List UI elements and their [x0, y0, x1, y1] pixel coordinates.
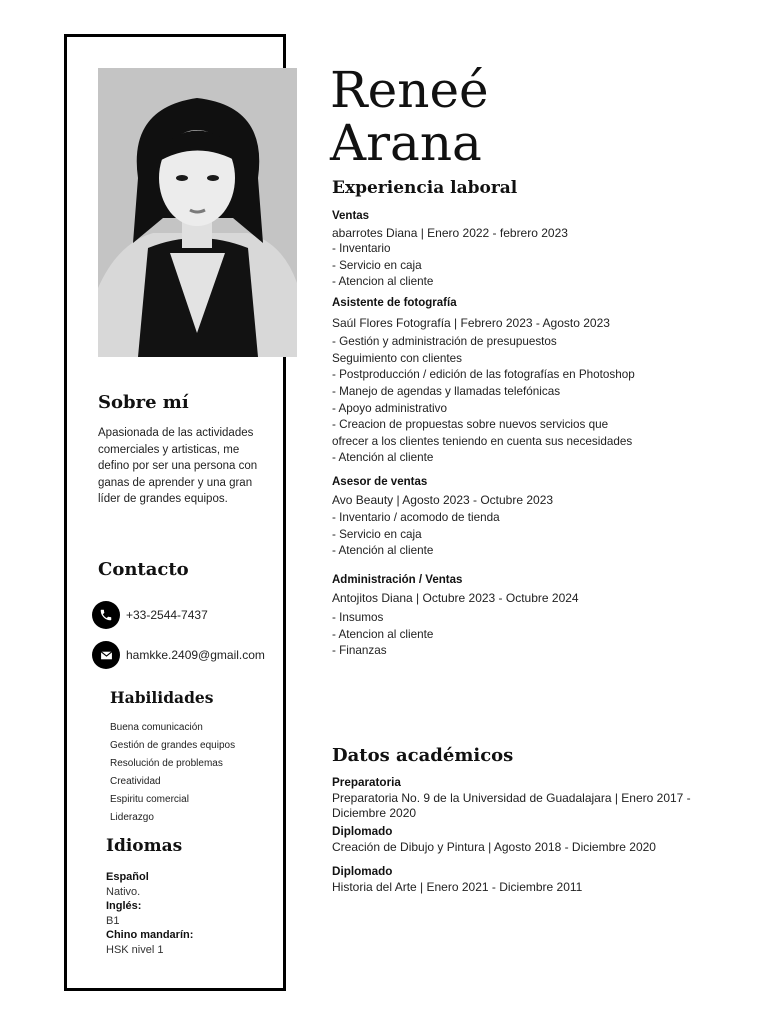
email-address: hamkke.2409@gmail.com [126, 648, 265, 662]
job-tasks [332, 510, 553, 560]
skill-item: Gestión de grandes equipos [110, 740, 236, 751]
job-task: - Postproducción / edición de las fotografías en Photoshop [332, 368, 635, 382]
skills-list [110, 720, 235, 828]
job-task: - Inventario / acomodo de tienda [332, 511, 500, 525]
skill-item: Espiritu comercial [110, 794, 189, 805]
languages-title: Idiomas [106, 836, 183, 856]
job-tasks [332, 334, 635, 467]
job-entry [332, 295, 635, 467]
academic-degree: Preparatoria [332, 776, 401, 789]
job-place: abarrotes Diana | Enero 2022 - febrero 2023 [332, 225, 568, 240]
skills-title: Habilidades [110, 688, 214, 707]
job-role: Asesor de ventas [332, 476, 428, 488]
job-task: - Servicio en caja [332, 258, 422, 272]
person-name [330, 61, 489, 172]
job-task: - Gestión y administración de presupuestos [332, 335, 557, 349]
phone-number: +33-2544-7437 [126, 608, 208, 622]
job-task: - Insumos [332, 611, 384, 625]
job-task: - Atención al cliente [332, 544, 434, 558]
academic-entry [332, 775, 722, 822]
language-name: Chino mandarín: [106, 929, 194, 942]
job-role: Asistente de fotografía [332, 297, 457, 309]
language-level: HSK nivel 1 [106, 943, 164, 956]
academic-degree: Diplomado [332, 865, 393, 878]
about-title: Sobre mí [98, 392, 189, 413]
job-tasks [332, 241, 568, 291]
language-level: B1 [106, 914, 120, 927]
academic-title: Datos académicos [332, 745, 514, 766]
academic-detail: Preparatoria No. 9 de la Universidad de Guadalajara | Enero 2017 - Diciembre 2020 [332, 790, 691, 820]
job-role: Ventas [332, 210, 370, 222]
skill-item: Creatividad [110, 776, 161, 787]
language-name: Inglés: [106, 900, 142, 913]
about-text: Apasionada de las actividades comerciales y artisticas, me defino por ser una persona con ganas de aprender y una gran líder de grandes equipos. [98, 427, 258, 505]
skill-item: Liderazgo [110, 812, 154, 823]
job-entry [332, 572, 579, 660]
contact-title: Contacto [98, 559, 189, 580]
experience-title: Experiencia laboral [332, 178, 518, 198]
last-name: Arana [330, 114, 482, 172]
job-task: - Finanzas [332, 644, 387, 658]
job-task: - Atención al cliente [332, 451, 434, 465]
job-task: ofrecer a los clientes teniendo en cuenta sus necesidades [332, 434, 633, 448]
job-place: Saúl Flores Fotografía | Febrero 2023 - Agosto 2023 [332, 315, 610, 330]
language-name: Español [106, 871, 149, 883]
language-level: Nativo. [106, 885, 141, 898]
phone-icon [92, 601, 120, 629]
job-role: Administración / Ventas [332, 574, 463, 586]
job-task: - Apoyo administrativo [332, 401, 447, 415]
envelope-icon [92, 641, 120, 669]
academic-entry [332, 864, 722, 895]
job-place: Antojitos Diana | Octubre 2023 - Octubre 2024 [332, 590, 579, 605]
contact-phone[interactable] [92, 601, 208, 629]
job-entry [332, 474, 553, 560]
academic-degree: Diplomado [332, 825, 393, 838]
first-name: Reneé [330, 61, 489, 119]
job-task: - Creacion de propuestas sobre nuevos servicios que [332, 418, 609, 432]
academic-detail: Creación de Dibujo y Pintura | Agosto 2018 - Diciembre 2020 [332, 839, 656, 854]
skill-item: Buena comunicación [110, 722, 203, 733]
academic-entry [332, 824, 722, 855]
skill-item: Resolución de problemas [110, 758, 223, 769]
job-place: Avo Beauty | Agosto 2023 - Octubre 2023 [332, 492, 554, 507]
contact-email[interactable] [92, 641, 265, 669]
job-task: - Atencion al cliente [332, 627, 434, 641]
job-tasks [332, 610, 579, 660]
job-task: - Inventario [332, 242, 391, 256]
job-task: - Atencion al cliente [332, 275, 434, 289]
job-entry [332, 208, 568, 291]
languages-list [106, 870, 193, 958]
job-task: - Servicio en caja [332, 527, 422, 541]
academic-detail: Historia del Arte | Enero 2021 - Diciembre 2011 [332, 879, 583, 894]
profile-photo [98, 68, 297, 357]
job-task: - Manejo de agendas y llamadas telefónicas [332, 384, 561, 398]
job-task: Seguimiento con clientes [332, 351, 462, 365]
